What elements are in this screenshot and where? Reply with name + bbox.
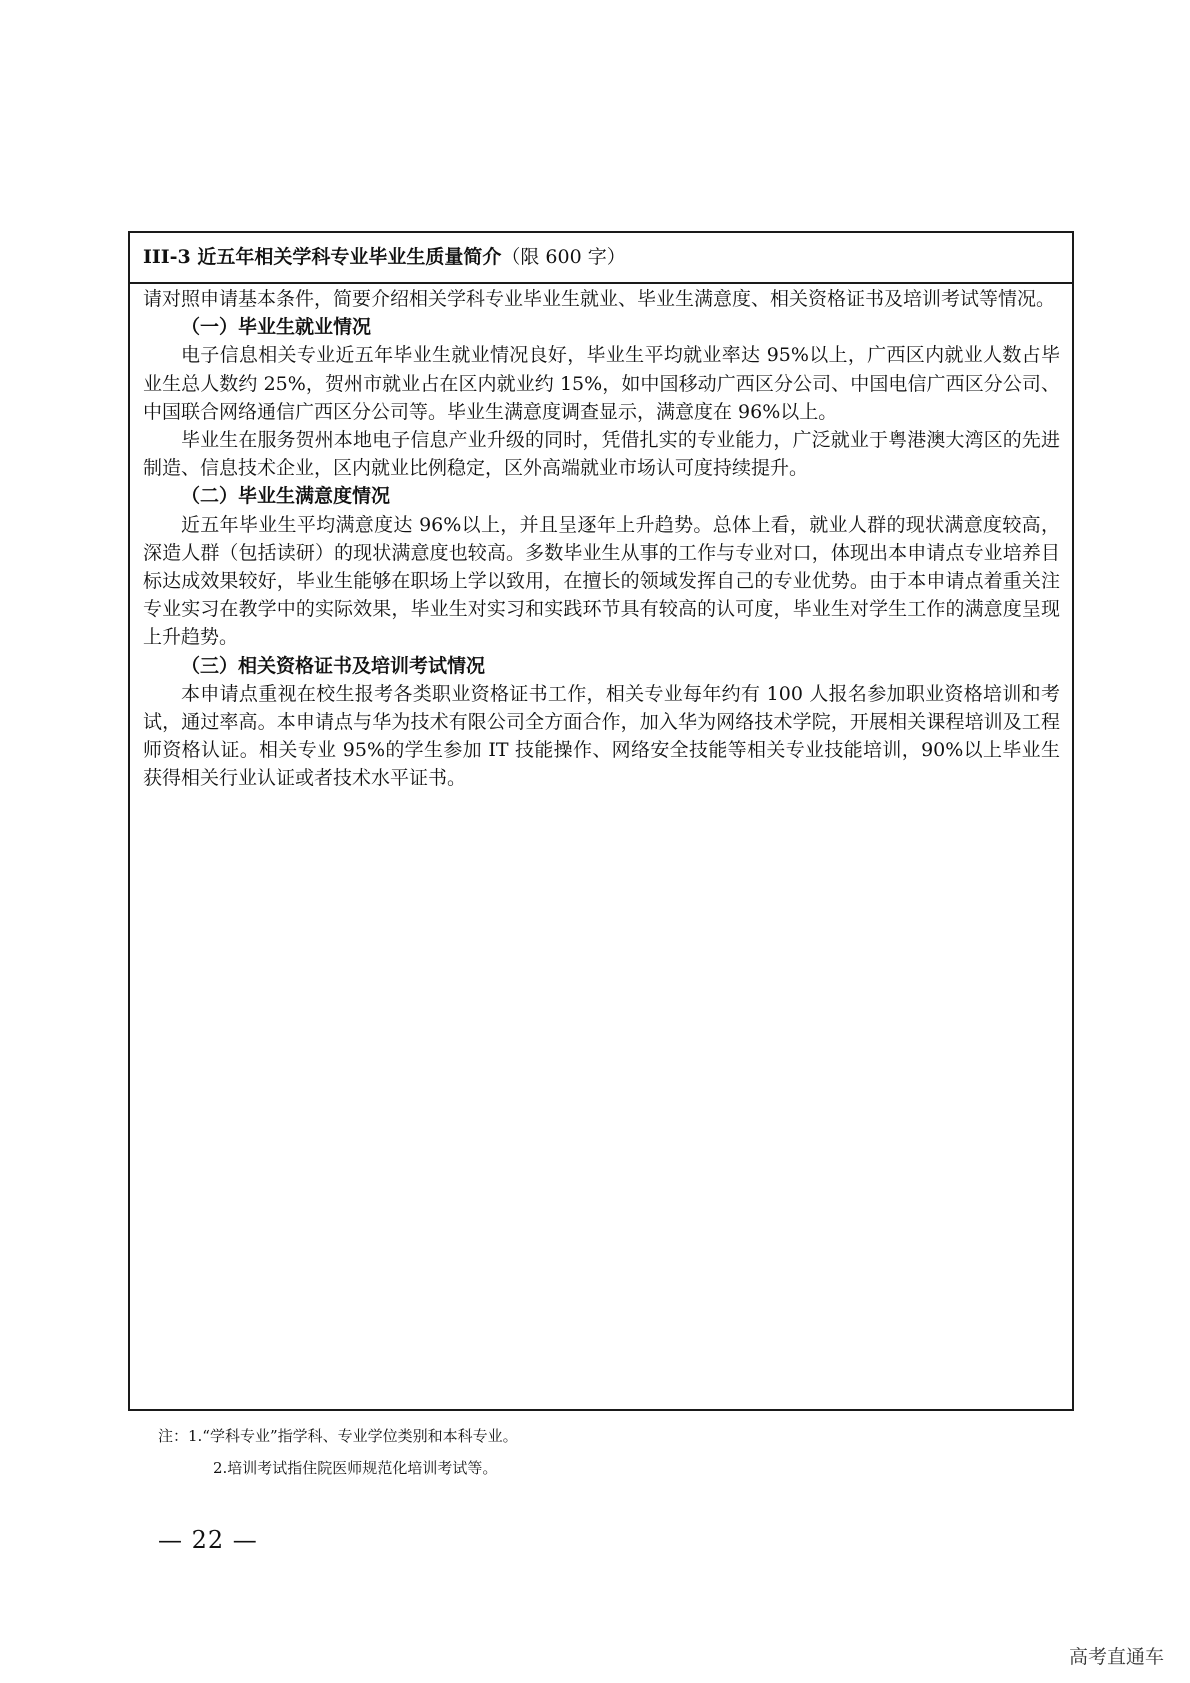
form-header-limit: （限 600 字）: [501, 246, 626, 268]
body-paragraph: 近五年毕业生平均满意度达 96%以上，并且呈逐年上升趋势。总体上看，就业人群的现状满意度较高，深造人群（包括读研）的现状满意度也较高。多数毕业生从事的工作与专业对口，体现出本申请点专业培养目标达成效果较好，毕业生能够在职场上学以致用，在擅长的领域发挥自己的专业优势。由于本申请点着重关注专业实习在教学中的实际效果，毕业生对实习和实践环节具有较高的认可度，毕业生对学生工作的满意度呈现上升趋势。: [143, 513, 1060, 649]
section-title-certificates: （三）相关资格证书及培训考试情况: [181, 654, 486, 677]
section-title-employment: （一）毕业生就业情况: [181, 316, 372, 339]
form-header: [130, 233, 1072, 284]
form-header-title: III-3 近五年相关学科专业毕业生质量简介: [143, 246, 502, 268]
footnote-2: 2.培训考试指住院医师规范化培训考试等。: [213, 1459, 498, 1477]
form-body: [130, 284, 1072, 793]
page-number: — 22 —: [158, 1526, 258, 1554]
footnotes: [158, 1420, 518, 1484]
footnote-1: 注：1.“学科专业”指学科、专业学位类别和本科专业。: [158, 1427, 518, 1445]
section-title-satisfaction: （二）毕业生满意度情况: [181, 485, 391, 508]
body-paragraph: 本申请点重视在校生报考各类职业资格证书工作，相关专业每年约有 100 人报名参加职业资格培训和考试，通过率高。本申请点与华为技术有限公司全方面合作，加入华为网络技术学院，开展相关课程培训及工程师资格认证。相关专业 95%的学生参加 IT 技能操作、网络安全技能等相关专业技能培训，90%以上毕业生获得相关行业认证或者技术水平证书。: [143, 682, 1060, 790]
body-paragraph: 毕业生在服务贺州本地电子信息产业升级的同时，凭借扎实的专业能力，广泛就业于粤港澳大湾区的先进制造、信息技术企业，区内就业比例稳定，区外高端就业市场认可度持续提升。: [143, 429, 1060, 480]
watermark-text: 高考直通车: [1068, 1646, 1164, 1668]
form-table: [128, 231, 1074, 1411]
intro-paragraph: 请对照申请基本条件，简要介绍相关学科专业毕业生就业、毕业生满意度、相关资格证书及培训考试等情况。: [143, 288, 1056, 310]
body-paragraph: 电子信息相关专业近五年毕业生就业情况良好，毕业生平均就业率达 95%以上，广西区内就业人数占毕业生总人数约 25%，贺州市就业占在区内就业约 15%，如中国移动广西区分公司、中国电信广西区分公司、中国联合网络通信广西区分公司等。毕业生满意度调查显示，满意度在 96%以上。: [143, 344, 1060, 423]
